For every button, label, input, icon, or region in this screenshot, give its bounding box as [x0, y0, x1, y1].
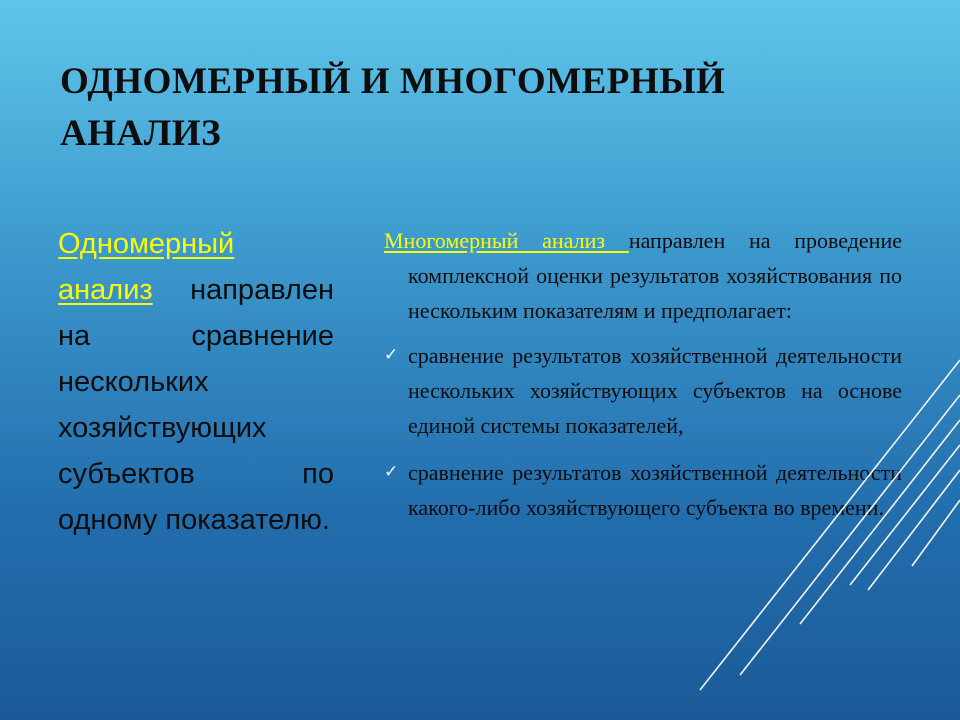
- check-icon: ✓: [384, 345, 399, 365]
- slide-title: ОДНОМЕРНЫЙ И МНОГОМЕРНЫЙ АНАЛИЗ: [60, 61, 726, 154]
- bullet-text: сравнение результатов хозяйственной деятельности нескольких хозяйствующих субъектов на основе единой системы показателей,: [408, 343, 902, 438]
- bullet-item: [384, 455, 902, 525]
- right-intro: [384, 223, 902, 328]
- bullet-text: сравнение результатов хозяйственной деятельности какого-либо хозяйствующего субъекта во времени.: [408, 460, 902, 520]
- left-highlight-term: Одномерный анализ: [58, 228, 235, 306]
- left-description: направлен на сравнение нескольких хозяйствующих субъектов по одному показателю.: [58, 274, 334, 536]
- right-intro-text: направлен на проведение комплексной оценки результатов хозяйствования по нескольким показателям и предполагает:: [408, 228, 902, 323]
- left-text-block: [58, 221, 334, 543]
- right-text-block: [384, 223, 902, 537]
- check-icon: ✓: [384, 462, 399, 482]
- bullet-item: [384, 338, 902, 443]
- right-highlight-term: Многомерный анализ: [384, 228, 629, 253]
